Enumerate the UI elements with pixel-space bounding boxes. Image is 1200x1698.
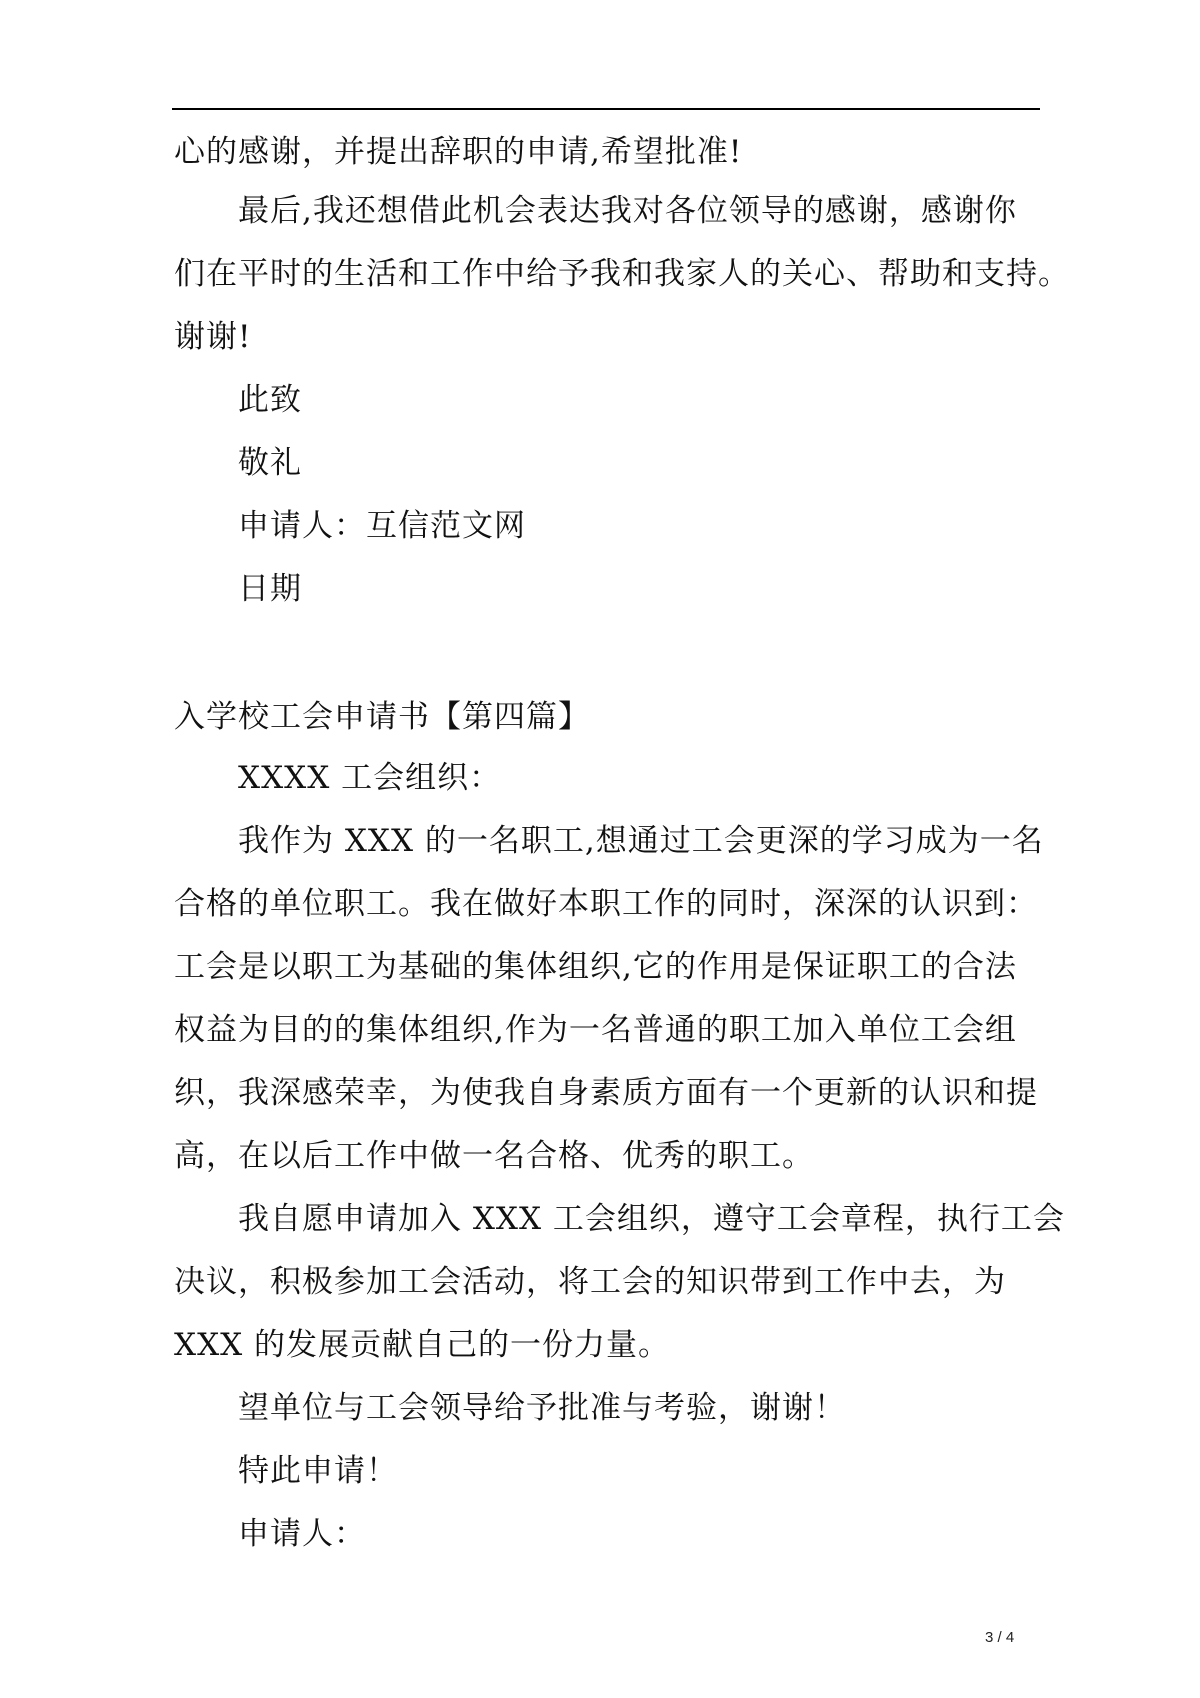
text-line: 敬礼: [238, 445, 302, 481]
text-line: 申请人：: [238, 1516, 366, 1552]
text-line: 们在平时的生活和工作中给予我和我家人的关心、帮助和支持。: [174, 256, 1070, 292]
text-line: 特此申请！: [238, 1453, 398, 1489]
text-line: 高，在以后工作中做一名合格、优秀的职工。: [174, 1138, 814, 1174]
section-title: 入学校工会申请书【第四篇】: [174, 699, 590, 735]
text-line: 谢谢!: [174, 319, 252, 355]
header-rule: [172, 108, 1040, 110]
text-line: 权益为目的的集体组织,作为一名普通的职工加入单位工会组: [174, 1012, 1017, 1048]
text-line: 此致: [238, 382, 302, 418]
text-line: 我自愿申请加入 XXX 工会组织，遵守工会章程，执行工会: [238, 1201, 1065, 1237]
text-line: XXXX 工会组织：: [238, 760, 502, 796]
text-line: 最后,我还想借此机会表达我对各位领导的感谢，感谢你: [238, 193, 1017, 229]
text-line: 日期: [238, 571, 302, 607]
text-line: 申请人：互信范文网: [238, 508, 526, 544]
text-line: 织，我深感荣幸，为使我自身素质方面有一个更新的认识和提: [174, 1075, 1038, 1111]
text-line: 心的感谢，并提出辞职的申请,希望批准!: [174, 134, 743, 170]
text-line: 合格的单位职工。我在做好本职工作的同时，深深的认识到：: [174, 886, 1038, 922]
text-line: XXX 的发展贡献自己的一份力量。: [174, 1327, 671, 1363]
page-number: 3 / 4: [985, 1629, 1015, 1646]
text-line: 决议，积极参加工会活动，将工会的知识带到工作中去，为: [174, 1264, 1006, 1300]
text-line: 我作为 XXX 的一名职工,想通过工会更深的学习成为一名: [238, 823, 1044, 859]
text-line: 望单位与工会领导给予批准与考验，谢谢！: [238, 1390, 846, 1426]
text-line: 工会是以职工为基础的集体组织,它的作用是保证职工的合法: [174, 949, 1017, 985]
